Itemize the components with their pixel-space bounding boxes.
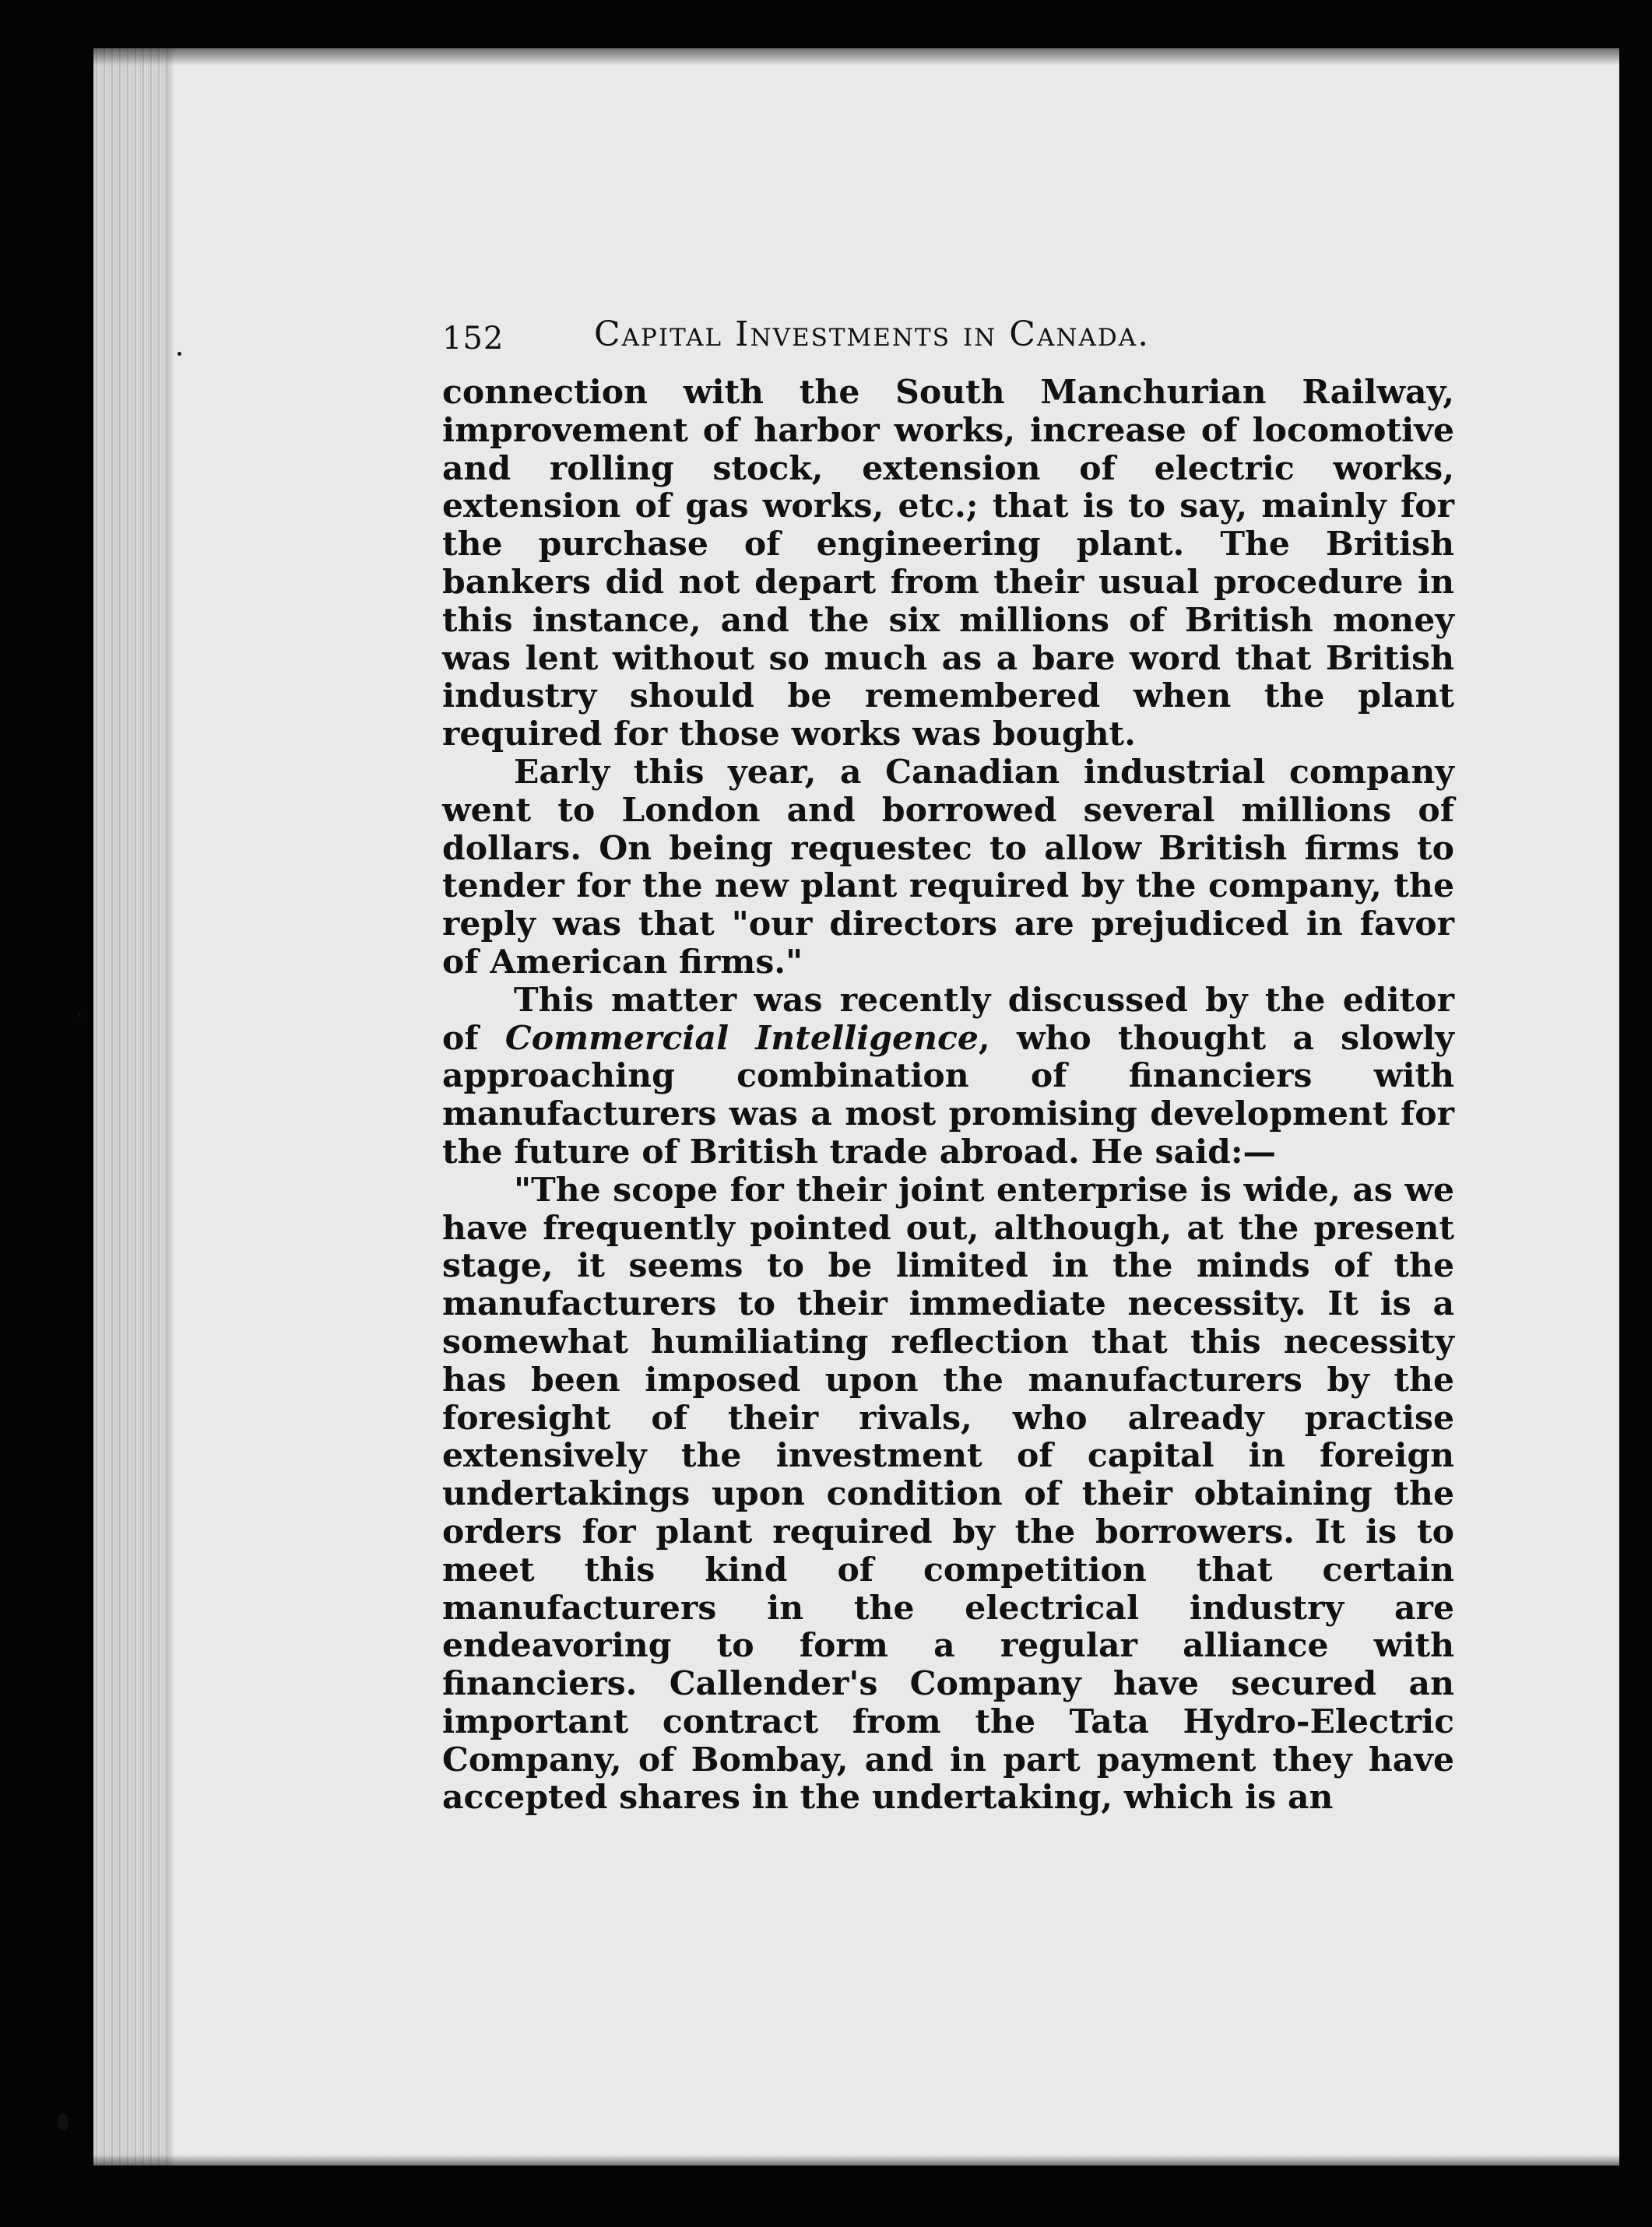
scan-speck <box>58 2113 69 2130</box>
paragraph <box>442 1171 1454 1818</box>
italic-title: Commercial Intelligence <box>504 1018 979 1058</box>
bottom-shadow <box>93 2155 1619 2166</box>
scan-speck <box>78 1013 81 1017</box>
body-text <box>442 374 1454 1817</box>
top-shadow <box>93 48 1619 65</box>
paragraph <box>442 374 1454 753</box>
paragraph-text: This matter was recently discussed by the editor of <box>442 980 1454 1058</box>
paragraph-text: "The scope for their joint enterprise is wide, as we have frequently pointed out, although, at the present stage, it seems to be limited in the minds of the manufacturers to their immediate necessity. It is a somewhat humiliating reflection that this necessity has been imposed upon the manufacturers by the foresight of their rivals, who already practise extensively the investment of capital in foreign undertakings upon condition of their obtaining the orders for plant required by the borrowers. It is to meet this kind of competition that certain manufacturers in the electrical industry are endeavoring to form a regular alliance with financiers. Callender's Company have secured an important contract from the Tata Hydro-Electric Company, of Bombay, and in part payment they have accepted shares in the undertaking, which is an <box>442 1170 1454 1818</box>
paragraph-text: connection with the South Manchurian Railway, improvement of harbor works, increase of locomotive and rolling stock, extension of electric works, extension of gas works, etc.; that is to say, mainly for the purchase of engineering plant. The British bankers did not depart from their usual procedure in this instance, and the six millions of British money was lent without so much as a bare word that British industry should be remembered when the plant required for those works was bought. <box>442 373 1454 754</box>
paragraph-text: , who thought a slowly approaching combination of financiers with manufacturers was a most promising development for the future of British trade abroad. He said:— <box>442 1018 1454 1171</box>
running-head <box>442 308 1454 363</box>
scan-speck <box>178 352 181 356</box>
page-edges <box>93 48 167 2166</box>
running-title: Capital Investments in Canada. <box>594 314 1151 354</box>
paragraph-text: Early this year, a Canadian industrial company went to London and borrowed several millions of dollars. On being requestec to allow British firms to tender for the new plant required by the company, the reply was that "our directors are prejudiced in favor of American firms." <box>442 752 1454 982</box>
page-number: 152 <box>442 321 504 357</box>
paragraph <box>442 753 1454 982</box>
paragraph <box>442 982 1454 1171</box>
